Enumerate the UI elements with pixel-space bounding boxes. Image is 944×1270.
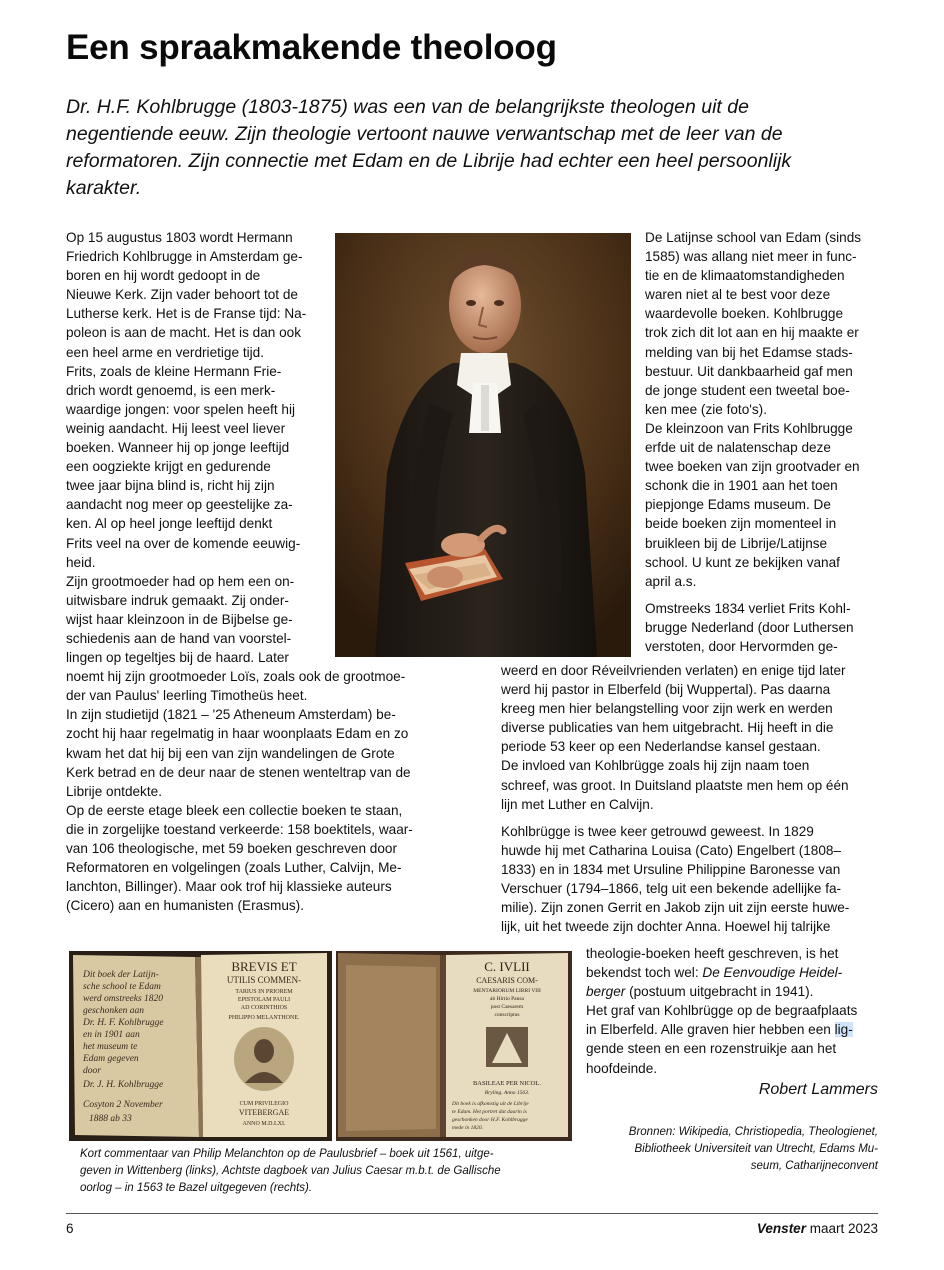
caption-line: geven in Wittenberg (links), Achtste dagboek van Julius Caesar m.b.t. de Gallische: [80, 1165, 501, 1177]
text-line: weinig aandacht. Hij leest veel liever: [66, 420, 286, 436]
text-line: die in zorgelijke toestand verkeerde: 158 boektitels, waar-: [66, 821, 413, 837]
text-line: Het graf van Kohlbrügge op de begraafplaats: [586, 1003, 858, 1019]
text-line: april a.s.: [645, 573, 697, 589]
book-title-line: ab Hirtio Pansa: [490, 996, 524, 1002]
issue-date: maart 2023: [805, 1221, 878, 1236]
inscription-line: sche school te Edam: [83, 982, 161, 992]
book-title-line: UTILIS COMMEN-: [226, 975, 302, 985]
text-line: Librije ontdekte.: [66, 783, 162, 799]
imprint-line: BASILEAE PER NICOL.: [472, 1080, 542, 1087]
inscription-line: het museum te: [83, 1042, 138, 1052]
text-line: waardige jongen: voor spelen heeft hij: [66, 401, 295, 417]
text-line: heid.: [66, 554, 96, 570]
text-line: Kohlbrügge is twee keer getrouwd geweest. In 1829: [501, 823, 814, 839]
text-line: 1833) en in 1834 met Ursuline Philippine Baronesse van: [501, 861, 841, 877]
handwritten-note-line: Dit boek is afkomstig uit de Librije: [452, 1101, 529, 1107]
magazine-name: Venster: [756, 1221, 806, 1236]
text-line: een oogziekte krijgt en gedurende: [66, 459, 271, 475]
inscription-line: werd omstreeks 1820: [83, 994, 164, 1004]
text-line: kwam het dat hij bij een van zijn wandelingen de Grote: [66, 745, 395, 761]
text-line: milie). Zijn zonen Gerrit en Jakob zijn uit zijn eerste huwe-: [501, 900, 850, 916]
text-line: Zijn grootmoeder had op hem een on-: [66, 573, 295, 589]
text-line: periode 53 keer op een Nederlandse kansel gestaan.: [501, 739, 821, 755]
text-line: (Cicero) aan en humanisten (Erasmus).: [66, 898, 304, 914]
inscription-line: Dit boek der Latijn-: [83, 970, 159, 980]
book-photo-caesar: [336, 951, 572, 1141]
book-title-line: conscriptus: [494, 1012, 520, 1018]
book-title-line: TARIUS IN PRIOREM: [235, 989, 293, 995]
text-line: Lutherse kerk. Het is de Franse tijd: Na-: [66, 306, 307, 322]
text-line: berger (postuum uitgebracht in 1941).: [586, 984, 814, 1000]
lead-line: reformatoren. Zijn connectie met Edam en de Librije had echter een heel persoonlijk: [66, 150, 792, 172]
text-line: boeken. Wanneer hij op jonge leeftijd: [66, 440, 290, 456]
photo-caption: [80, 1146, 570, 1197]
text-line: waren niet al te best voor deze: [645, 287, 831, 303]
closing-column: [586, 944, 857, 1078]
text-line: Op 15 augustus 1803 wordt Hermann: [66, 230, 293, 245]
text-line: bruikleen bij de Librije/Latijnse: [645, 535, 828, 551]
text-line: een heel arme en verdrietige tijd.: [66, 344, 264, 360]
book-title-line: BREVIS ET: [231, 959, 297, 974]
text-line: huwde hij met Catharina Louisa (Cato) Engelbert (1808–: [501, 842, 842, 858]
selection-highlight[interactable]: lig-: [834, 1022, 853, 1038]
text-line: In zijn studietijd (1821 – '25 Atheneum Amsterdam) be-: [66, 707, 396, 723]
text-line: verstoten, door Hervormden ge-: [645, 638, 838, 654]
handwritten-note-line: mede in 1820.: [452, 1125, 484, 1131]
middle-column: [501, 661, 849, 936]
text-line: kreeg men hier belangstelling voor zijn werk en werden: [501, 701, 833, 717]
text-line: weerd en door Réveilvrienden verlaten) en enige tijd later: [501, 663, 846, 678]
lead-line: karakter.: [66, 177, 142, 199]
imprint-line: CUM PRIVILEGIO: [239, 1101, 289, 1107]
text-line: boren en hij wordt gedoopt in de: [66, 268, 261, 284]
lead-line: Dr. H.F. Kohlbrugge (1803-1875) was een van de belangrijkste theologen uit de: [66, 96, 749, 118]
text-line: diverse publicaties van hem uitgebracht. Hij heeft in die: [501, 720, 834, 736]
text-line: waardevolle boeken. Kohlbrugge: [645, 306, 844, 322]
text-line: melding van bij het Edamse stads-: [645, 344, 853, 360]
book-title-line: EPISTOLAM PAULI: [237, 997, 291, 1003]
text-line: schiedenis aan de hand van voorstel-: [66, 630, 292, 646]
text-line: school. U kunt ze bekijken vanaf: [645, 554, 840, 570]
caption-line: Kort commentaar van Philip Melanchton op de Paulusbrief – boek uit 1561, uitge-: [80, 1148, 494, 1160]
text-line: schonk die in 1901 aan het toen: [645, 478, 838, 494]
text-line: piepjonge Edams museum. De: [645, 497, 831, 513]
text-line: in Elberfeld. Alle graven hier hebben een lig-: [586, 1022, 853, 1038]
text-line: theologie-boeken heeft geschreven, is het: [586, 946, 839, 961]
author-signature: Robert Lammers: [758, 1081, 878, 1098]
text-line: lijn met Luther en Calvijn.: [501, 796, 654, 812]
imprint-line: ANNO M.D.LXI.: [242, 1121, 286, 1127]
text-line: aandacht nog meer op geestelijke za-: [66, 497, 293, 513]
text-line: bekendst toch wel: De Eenvoudige Heidel-: [586, 965, 843, 981]
text-line: Omstreeks 1834 verliet Frits Kohl-: [645, 600, 851, 616]
text-line: Verschuer (1794–1866, telg uit een bekende adellijke fa-: [501, 881, 842, 897]
inscription-line: geschonken aan: [83, 1006, 144, 1016]
text-line: tie en de klimaatomstandigheden: [645, 268, 845, 284]
footer-divider: [66, 1213, 878, 1214]
text-line: schreef, was groot. In Duitsland plaatste men hem op één: [501, 777, 849, 793]
book-photo-melanchthon: [69, 951, 332, 1141]
text-line: wijst haar kleinzoon in de Bijbelse ge-: [66, 611, 293, 627]
text-line: Friedrich Kohlbrugge in Amsterdam ge-: [66, 249, 303, 265]
book-title-line: PHILIPPO MELANTHONE.: [228, 1015, 300, 1021]
imprint-line: Bryling. Anno 1563.: [484, 1090, 530, 1096]
book-title-line: CAESARIS COM-: [476, 976, 538, 985]
text-line: Nieuwe Kerk. Zijn vader behoort tot de: [66, 287, 298, 303]
portrait-photo: [335, 233, 631, 657]
text-line: twee boeken van zijn grootvader en: [645, 459, 860, 475]
inscription-line: Cosyton 2 November: [83, 1100, 163, 1110]
sources-line: Bibliotheek Universiteit van Utrecht, Edams Mu-: [634, 1143, 878, 1155]
text-line: Reformatoren en volgelingen (zoals Luther, Calvijn, Me-: [66, 860, 402, 876]
page-number: 6: [66, 1221, 74, 1236]
book-title-line: AD CORINTHIOS: [240, 1005, 288, 1011]
text-line: ken. Al op heel jonge leeftijd denkt: [66, 516, 273, 532]
text-line: der van Paulus' leerling Timotheüs heet.: [66, 688, 308, 704]
text-line: trok zich dit lot aan en hij maakte er: [645, 325, 859, 341]
text-line: 1585) was allang niet meer in func-: [645, 249, 857, 265]
text-line: De Latijnse school van Edam (sinds: [645, 230, 862, 245]
book-title-line: C. IVLII: [484, 959, 530, 974]
text-line: Op de eerste etage bleek een collectie boeken te staan,: [66, 802, 403, 818]
text-line: zocht hij haar regelmatig in haar woonplaats Edam en zo: [66, 726, 409, 742]
handwritten-note-line: te Edam. Het portret dat daarin is: [452, 1109, 527, 1115]
book-title-italic: De Eenvoudige Heidel-: [702, 965, 843, 981]
text-line: noemt hij zijn grootmoeder Loïs, zoals ook de grootmoe-: [66, 669, 406, 685]
text-line: De invloed van Kohlbrügge zoals hij zijn naam toen: [501, 758, 810, 774]
text-line: lingen op tegeltjes bij de haard. Later: [66, 650, 289, 666]
text-line: beide boeken zijn momenteel in: [645, 516, 837, 532]
inscription-line: Dr. H. F. Kohlbrugge: [83, 1018, 164, 1028]
text-line: De kleinzoon van Frits Kohlbrugge: [645, 420, 853, 436]
inscription-line: door: [83, 1066, 101, 1076]
page-title: Een spraakmakende theoloog: [66, 28, 557, 67]
text-line: drich wordt genoemd, is een merk-: [66, 382, 276, 398]
text-line: twee jaar bijna blind is, richt hij zijn: [66, 478, 275, 494]
text-line: gende steen en een rozenstruikje aan het: [586, 1041, 837, 1057]
handwritten-note-line: geschonken door H.F. Kohlbrugge: [452, 1117, 528, 1123]
text-line: van 106 theologische, met 59 boeken geschreven door: [66, 841, 398, 856]
magazine-issue: [757, 1221, 878, 1236]
imprint-line: VITEBERGAE: [238, 1108, 290, 1117]
inscription-line: Dr. J. H. Kohlbrugge: [83, 1080, 164, 1090]
book-title-line: MENTARIORUM LIBRI VIII: [473, 988, 541, 994]
text-line: Frits, zoals de kleine Hermann Frie-: [66, 363, 282, 379]
text-line: lijk, uit het tweede zijn dochter Anna. Hoewel hij talrijke: [501, 919, 831, 935]
inscription-line: Edam gegeven: [83, 1054, 139, 1064]
text-line: uitwisbare indruk gemaakt. Zij onder-: [66, 592, 289, 608]
lead-line: negentiende eeuw. Zijn theologie vertoont nauwe verwantschap met de leer van de: [66, 123, 783, 145]
text-line: hoofdeinde.: [586, 1060, 658, 1076]
sources-line: seum, Catharijneconvent: [750, 1160, 878, 1172]
text-line: erfde uit de nalatenschap deze: [645, 440, 831, 456]
book-title-line: post Caesarem: [490, 1004, 524, 1010]
right-column: [645, 228, 861, 656]
text-line: werd hij pastor in Elberfeld (bij Wuppertal). Pas daarna: [501, 682, 831, 698]
text-line: Frits veel na over de komende eeuwig-: [66, 535, 301, 551]
text-line: poleon is aan de macht. Het is dan ook: [66, 325, 302, 341]
inscription-line: 1888 ab 33: [89, 1114, 132, 1124]
inscription-line: en in 1901 aan: [83, 1030, 140, 1040]
lead-paragraph: [66, 94, 866, 202]
text-line: Kerk betrad en de deur naar de stenen wenteltrap van de: [66, 764, 411, 780]
sources: [580, 1124, 878, 1175]
text-line: bestuur. Uit dankbaarheid gaf men: [645, 363, 853, 379]
sources-line: Bronnen: Wikipedia, Christiopedia, Theologienet,: [628, 1126, 878, 1138]
text-line: de jonge student een tweetal boe-: [645, 382, 850, 398]
text-line: ken mee (zie foto's).: [645, 401, 767, 417]
caption-line: oorlog – in 1563 te Bazel uitgegeven (rechts).: [80, 1182, 313, 1194]
text-line: brugge Nederland (door Luthersen: [645, 619, 854, 635]
text-line: lanchton, Billinger). Maar ook trof hij klassieke auteurs: [66, 879, 392, 895]
book-title-italic: berger: [586, 984, 626, 1000]
